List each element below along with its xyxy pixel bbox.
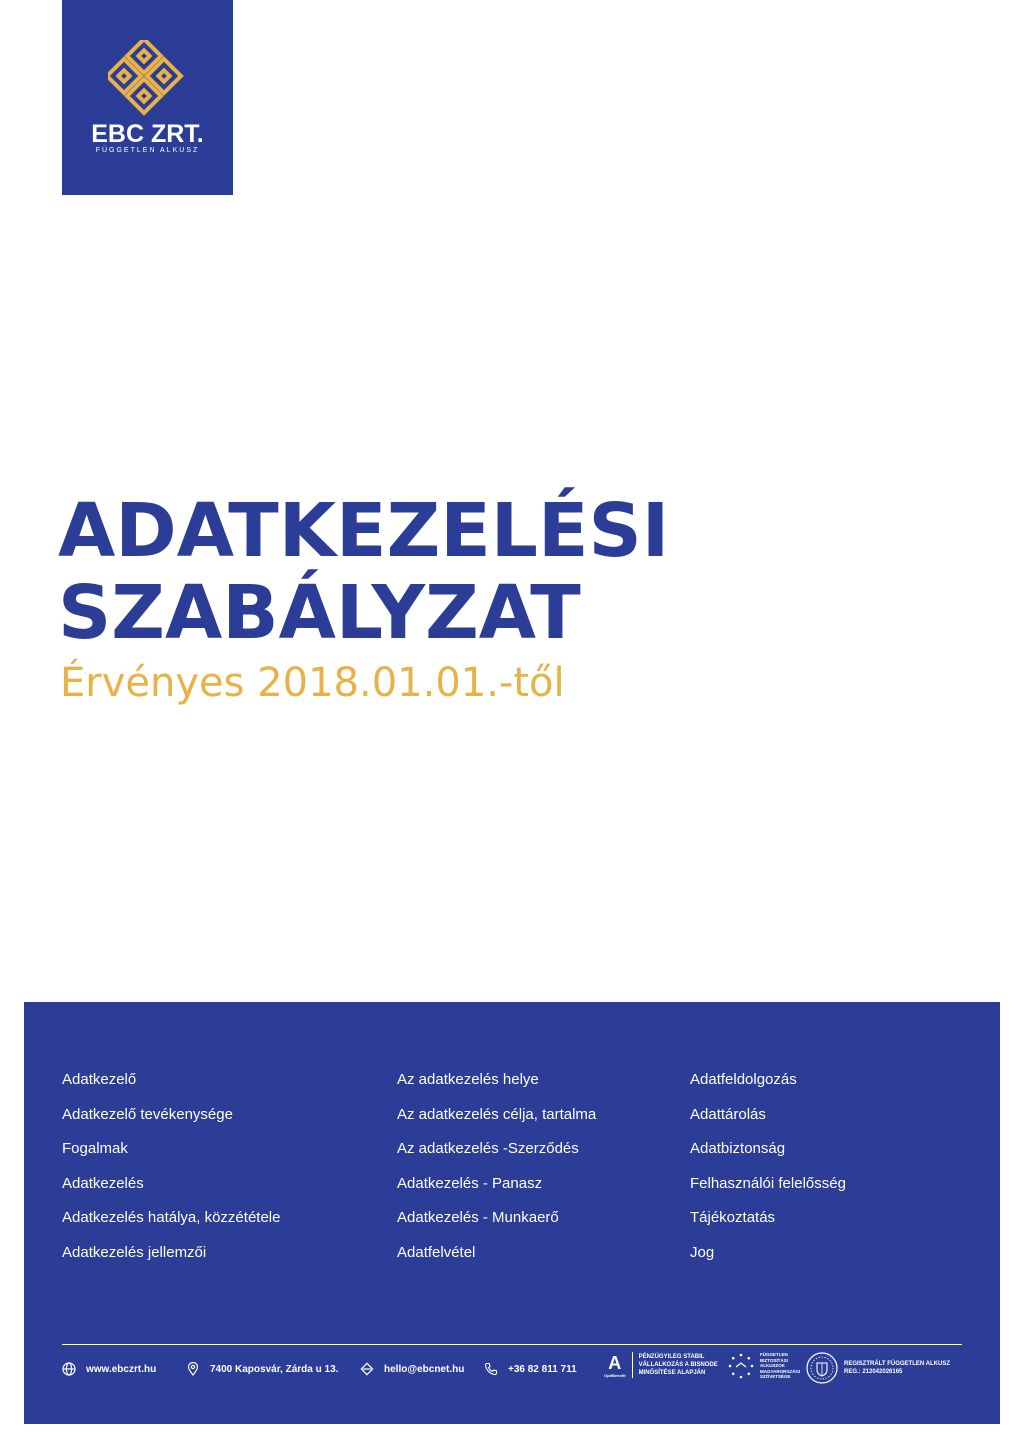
- toc-item[interactable]: Adatkezelő: [62, 1071, 137, 1088]
- toc-item[interactable]: Az adatkezelés -Szerződés: [397, 1140, 579, 1157]
- badge-divider: [632, 1352, 633, 1378]
- toc-column-2: [397, 1068, 596, 1275]
- rating-line: MINŐSÍTÉSE ALAPJÁN: [638, 1370, 706, 1376]
- toc-item[interactable]: Adatkezelő tevékenysége: [62, 1105, 233, 1123]
- association-line: MAGYARORSZÁGI: [760, 1368, 801, 1374]
- title-line-1: ADATKEZELÉSI: [58, 488, 670, 574]
- rating-line: PÉNZÜGYILEG STABIL: [638, 1354, 705, 1360]
- registration-line: REG.: 212042026165: [844, 1369, 903, 1375]
- rating-badge: [604, 1352, 718, 1378]
- registration-badge: [806, 1352, 950, 1384]
- stars-circle-icon: [728, 1353, 754, 1379]
- document-title: [58, 490, 669, 654]
- toc-item[interactable]: Fogalmak: [62, 1140, 128, 1157]
- toc-item[interactable]: Tájékoztatás: [690, 1209, 776, 1226]
- association-badge: [728, 1352, 800, 1380]
- email-link[interactable]: [360, 1358, 464, 1380]
- logo: [62, 0, 233, 195]
- ornament-logo-icon: [108, 40, 188, 120]
- address-item: [186, 1358, 338, 1380]
- association-line: BIZTOSÍTÁSI: [760, 1357, 788, 1363]
- email-text: hello@ebcnet.hu: [384, 1363, 465, 1375]
- association-line: SZÖVETSÉGE: [760, 1374, 791, 1379]
- validity-subtitle: Érvényes 2018.01.01.-től: [60, 660, 565, 706]
- website-text: www.ebczrt.hu: [86, 1363, 157, 1375]
- toc-item[interactable]: Adattárolás: [690, 1105, 766, 1123]
- globe-icon: [62, 1362, 76, 1376]
- rating-mark: [604, 1353, 626, 1378]
- association-line: FÜGGETLEN: [760, 1352, 788, 1357]
- footer-panel: [24, 1002, 1000, 1424]
- association-line: ALKUSZOK: [760, 1363, 785, 1368]
- toc-item[interactable]: Adatkezelés - Munkaerő: [397, 1209, 559, 1226]
- toc-item[interactable]: Jog: [690, 1243, 715, 1261]
- address-text: 7400 Kaposvár, Zárda u 13.: [210, 1363, 339, 1375]
- toc-item[interactable]: Adatkezelés jellemzői: [62, 1243, 207, 1261]
- rating-letter: A: [608, 1352, 622, 1373]
- email-icon: [360, 1362, 374, 1376]
- toc-item[interactable]: Adatkezelés hatálya, közzététele: [62, 1209, 281, 1226]
- logo-name: EBC ZRT.: [91, 120, 204, 148]
- website-link[interactable]: [62, 1358, 156, 1380]
- toc-item[interactable]: Felhasználói felelősség: [690, 1174, 846, 1192]
- toc-item[interactable]: Adatfelvétel: [397, 1243, 476, 1261]
- toc-item[interactable]: Adatfeldolgozás: [690, 1071, 797, 1088]
- toc-column-3: [690, 1068, 846, 1275]
- footer-divider: [62, 1344, 962, 1345]
- rating-brand: OptiBenefit: [604, 1372, 626, 1378]
- phone-icon: [484, 1362, 498, 1376]
- registration-text: [844, 1360, 950, 1376]
- location-pin-icon: [186, 1362, 200, 1376]
- toc-item[interactable]: Az adatkezelés helye: [397, 1071, 539, 1088]
- toc-column-1: [62, 1068, 280, 1275]
- logo-subtitle: FÜGGETLEN ALKUSZ: [95, 147, 200, 154]
- association-text: [760, 1352, 800, 1380]
- seal-icon: [806, 1352, 838, 1384]
- rating-text: [639, 1353, 718, 1377]
- toc-item[interactable]: Adatkezelés - Panasz: [397, 1174, 543, 1192]
- toc-item[interactable]: Adatkezelés: [62, 1174, 144, 1192]
- rating-line: VÁLLALKOZÁS A BISNODE: [638, 1362, 718, 1368]
- phone-link[interactable]: [484, 1358, 577, 1380]
- registration-line: REGISZTRÁLT FÜGGETLEN ALKUSZ: [844, 1361, 950, 1367]
- title-line-2: SZABÁLYZAT: [58, 570, 581, 656]
- phone-text: +36 82 811 711: [508, 1363, 577, 1375]
- toc-item[interactable]: Adatbiztonság: [690, 1140, 786, 1157]
- toc-item[interactable]: Az adatkezelés célja, tartalma: [397, 1105, 597, 1123]
